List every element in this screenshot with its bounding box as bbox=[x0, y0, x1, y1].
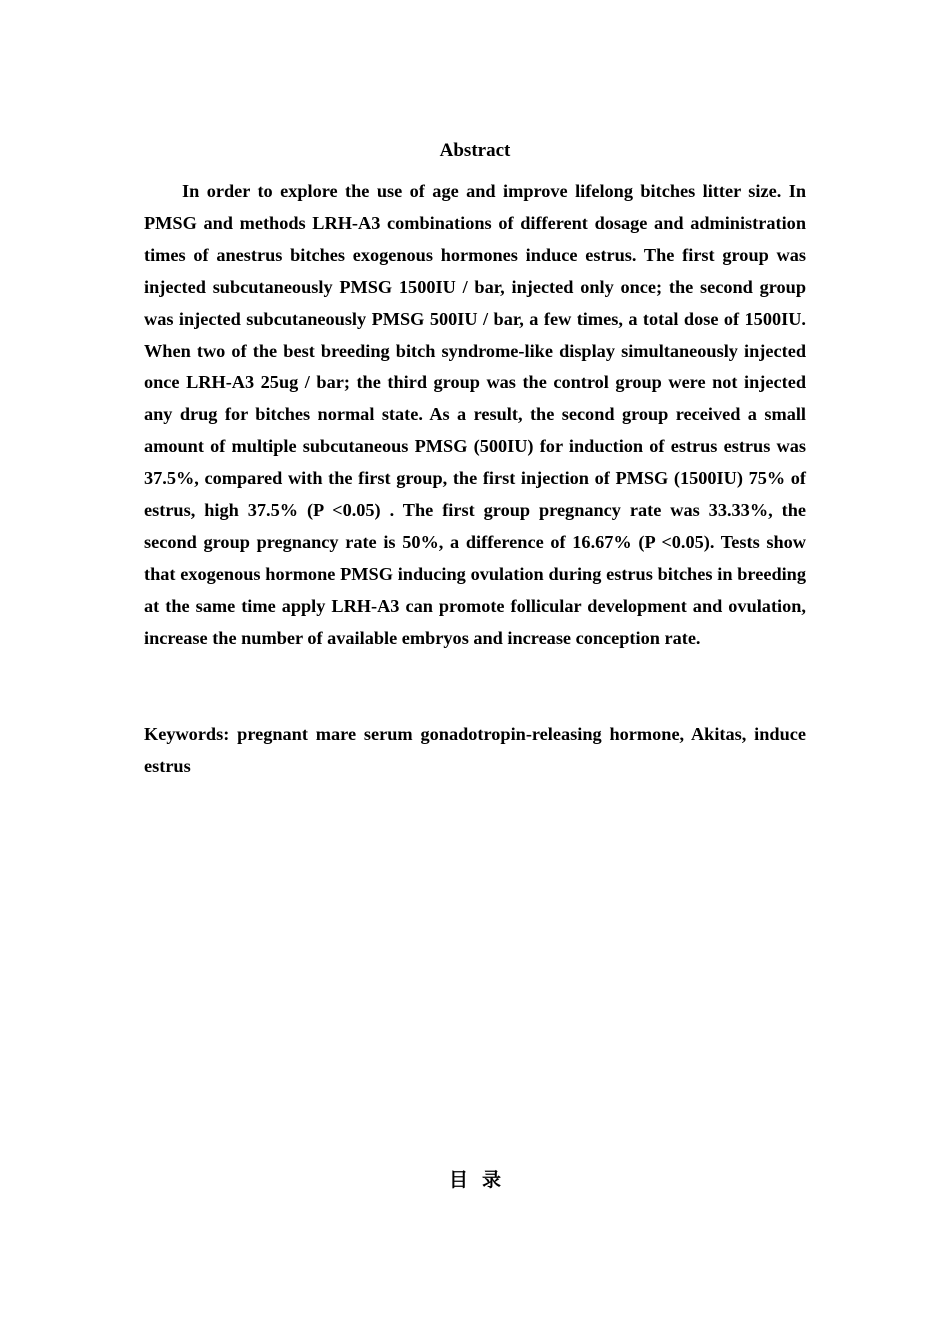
keywords-paragraph bbox=[144, 719, 806, 783]
abstract-body: In order to explore the use of age and improve lifelong bitches litter size. In PMSG and methods LRH-A3 combinations of different dosage and administration times of anestrus bitches exogenous hormones induce estrus. The first group was injected subcutaneously PMSG 1500IU / bar, injected only once; the second group was injected subcutaneously PMSG 500IU / bar, a few times, a total dose of 1500IU. When two of the best breeding bitch syndrome-like display simultaneously injected once LRH-A3 25ug / bar; the third group was the control group were not injected any drug for bitches normal state. As a result, the second group received a small amount of multiple subcutaneous PMSG (500IU) for induction of estrus estrus was 37.5%, compared with the first group, the first injection of PMSG (1500IU) 75% of estrus, high 37.5% (P <0.05) . The first group pregnancy rate was 33.33%, the second group pregnancy rate is 50%, a difference of 16.67% (P <0.05). Tests show that exogenous hormone PMSG inducing ovulation during estrus bitches in breeding at the same time apply LRH-A3 can promote follicular development and ovulation, increase the number of available embryos and increase conception rate. bbox=[144, 181, 806, 648]
keywords-label: Keywords: bbox=[144, 724, 230, 744]
keywords-text: pregnant mare serum gonadotropin-releasing hormone, Akitas, induce estrus bbox=[144, 724, 806, 776]
abstract-title: Abstract bbox=[439, 140, 511, 161]
table-of-contents-heading: 目录 bbox=[448, 1169, 515, 1191]
